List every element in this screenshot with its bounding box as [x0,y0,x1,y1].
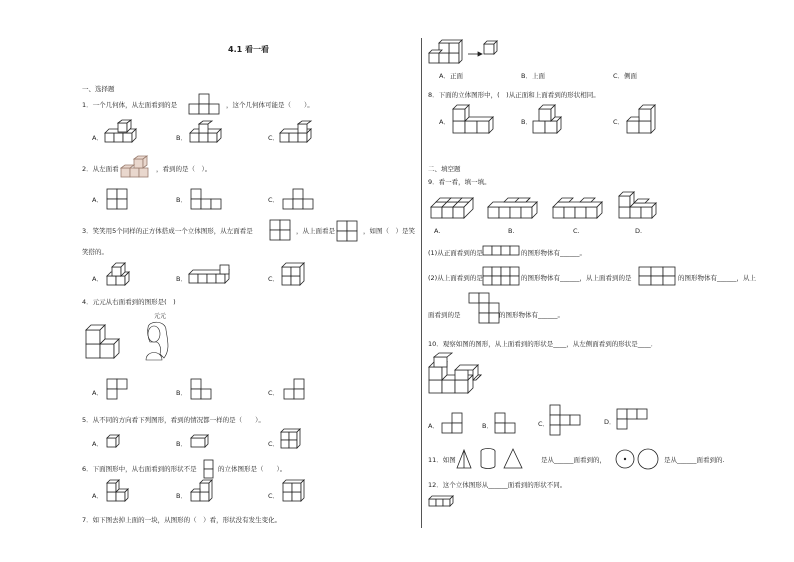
q3-prefix: 3．笑笑用5个同样的正方体搭成一个立体图形，从左面看是 [82,227,253,235]
q7-option-b: B．上面 [521,72,545,80]
q8-question: 8．下面的立体图形中，( )从正面和上面看到的形状相同。 [428,91,600,99]
q5-option-a-label: A． [92,440,103,448]
q1-option-b-cubes [189,120,225,146]
q9-line1-suffix: 的图形物体有______。 [521,249,586,257]
q10-option-b-label: B． [482,422,493,430]
q4-option-a-label: A． [92,389,103,397]
q9-figure-d [618,192,664,224]
q8-option-b-label: B． [521,118,532,126]
q8-option-c-cubes [626,102,660,136]
q6-option-b-label: B． [176,492,187,500]
q2-suffix: ，看到的是（ ）。 [156,165,212,173]
q9-line1-prefix: (1)从正面看到的是 [428,249,483,257]
worksheet-title: 4.1 看一看 [228,45,269,54]
q3-option-c-cubes [281,262,311,288]
q2-option-c-label: C． [268,196,280,204]
q1-option-a-cubes [104,120,140,146]
q5-option-b-label: B． [176,440,187,448]
q4-cubes-figure [85,316,121,364]
q4-option-a-view [106,378,132,402]
q4-option-b-label: B． [176,389,187,397]
q10-option-a-view [441,412,467,436]
q2-prefix: 2．从左面看 [82,165,119,173]
q2-option-b-label: B． [176,196,187,204]
q9-line2-middle: 的图形物体有______，从上面看到的是 [521,274,632,282]
q11-solids-figure [456,446,542,472]
q10-option-a-label: A． [428,422,439,430]
q6-option-a-label: A． [92,492,103,500]
q9-label-a: A. [434,227,441,235]
q1-option-c-cubes [279,120,315,146]
q2-option-b-view [190,188,224,212]
q1-suffix: ，这个几何体可能是（ ）。 [226,101,314,109]
q2-option-a-view [106,188,130,212]
q6-option-a-cubes [106,480,136,504]
q5-option-c-cube-stack [280,428,302,452]
q5-option-b-cuboid [190,434,212,450]
q7-option-c: C．侧面 [613,72,638,80]
q5-option-a-single-cube [106,434,122,450]
q3-option-b-label: B． [176,275,187,283]
q12-question: 12．这个立体图形从______面看到的形状不同。 [428,481,567,489]
q10-option-c-view [549,404,583,440]
q6-right-view-figure [203,459,217,481]
q10-option-d-label: D． [604,418,616,426]
q11-circles-figure [615,448,661,472]
girl-illustration-icon [134,320,174,366]
q4-child-name: 元元 [154,313,167,320]
q11-suffix: 是从______面看到的. [664,456,725,464]
q9-label-b: B. [508,227,515,235]
q2-option-c-view [282,188,316,212]
q1-option-a-label: A． [92,134,103,142]
q8-option-a-cubes [452,104,498,136]
q10-option-c-label: C． [538,420,550,428]
q1-option-b-label: B． [176,134,187,142]
q7-option-a: A．正面 [439,72,463,80]
q9-question: 9．看一看，填一填。 [428,178,491,186]
q10-cubes-figure [428,352,486,398]
q6-suffix: 的立体图形是（ ）。 [218,465,287,473]
q9-figure-c [552,196,606,224]
q6-prefix: 6．下面图形中，从右面看到的形状不是 [82,465,197,473]
q2-option-a-label: A． [92,196,103,204]
q3-option-a-label: A． [92,275,103,283]
q4-option-c-label: C． [268,389,280,397]
section-fill-heading: 二、填空题 [428,165,461,173]
q9-six-square-view [638,266,678,288]
q12-cuboid-figure [428,495,458,509]
q6-option-b-cubes [190,480,220,504]
q3-option-c-label: C． [268,275,280,283]
q8-option-c-label: C． [613,118,625,126]
column-divider [421,38,422,528]
q2-shaded-cubes-figure [120,155,152,183]
q3-suffix: ，如图（ ）是笑 [363,227,415,235]
q3-left-view-figure [269,219,293,243]
q10-option-d-view [616,408,656,434]
q9-line3-suffix: 的图形物体有______。 [499,311,564,319]
q1-prefix: 1．一个几何体，从左面看到的是 [82,101,178,109]
q4-option-b-view [190,378,216,402]
q4-option-c-view [283,378,309,402]
q1-left-view-figure [188,93,222,117]
q6-option-c-label: C． [268,492,280,500]
q1-option-c-label: C． [268,134,280,142]
q3-middle: ，从上面看是 [296,227,335,235]
q9-figure-a [430,196,476,224]
q11-prefix: 11．如图 [428,456,456,464]
q3-option-a-cubes [106,262,136,288]
q3-line2: 笑搭的。 [82,248,108,256]
q8-option-b-cubes [532,104,568,136]
q5-question: 5．从不同的方向看下列图形，看到的情况都一样的是（ ）。 [82,416,265,424]
q10-option-b-view [494,412,520,436]
section-choice-heading: 一、选择题 [82,85,115,93]
q9-line3-prefix: 面看到的是 [428,311,461,319]
q9-line2-suffix: 的图形物体有______，从上 [678,274,756,282]
q10-question: 10．观察如图的图形，从上面看到的形状是____，从左侧面看到的形状是____． [428,340,658,348]
q9-cross-shape-view [468,292,502,330]
q9-figure-b [487,196,541,224]
q3-top-view-figure [336,220,360,244]
q7-question: 7．如下图去掉上面的一块，从图形的（ ）看，形状没有发生变化。 [82,516,282,524]
q9-four-in-row-view [482,245,522,257]
q7-cubes-figure [428,40,502,68]
q6-option-c-cubes [282,480,312,504]
q3-option-b-cubes [188,264,234,286]
q9-eight-square-view [482,266,522,288]
q8-option-a-label: A． [439,118,450,126]
q9-label-d: D. [635,227,643,235]
q11-middle: 是从______面看到的， [541,456,606,464]
q5-option-c-label: C． [268,440,280,448]
q9-label-c: C. [573,227,580,235]
q9-line2-prefix: (2)从上面看到的是 [428,274,483,282]
q4-question: 4．元元从右面看到的图形是( ) [82,298,176,306]
